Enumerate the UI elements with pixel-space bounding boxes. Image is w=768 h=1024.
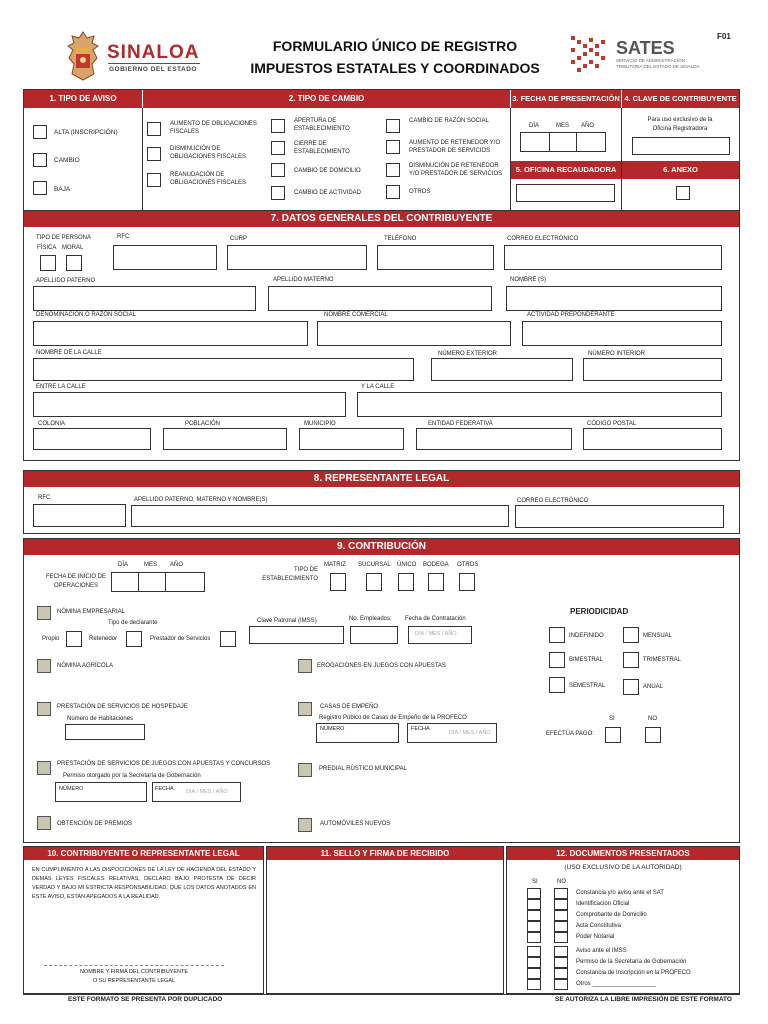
nombres-label: NOMBRE (S) — [510, 277, 546, 283]
doc-si-checkbox[interactable] — [527, 910, 541, 921]
mensual-label: MENSUAL — [643, 633, 673, 639]
fecha-inicio-mes[interactable] — [138, 572, 166, 592]
num-ext-label: NÚMERO EXTERIOR — [438, 351, 498, 357]
nombre-comercial-input[interactable] — [317, 321, 511, 346]
premios-label: OBTENCIÓN DE PREMIOS — [57, 821, 133, 827]
num-int-input[interactable] — [583, 358, 722, 381]
erogaciones-label: EROGACIONES EN JUEGOS CON APUESTAS — [317, 663, 446, 669]
sucursal-label: SUCURSAL — [358, 562, 391, 568]
curp-label: CURP — [230, 236, 248, 242]
doc-no-checkbox[interactable] — [554, 899, 568, 910]
num-int-label: NÚMERO INTERIOR — [588, 351, 645, 357]
predial-checkbox[interactable] — [298, 763, 312, 777]
doc-label: Constancia y/o aviso ante el SAT — [576, 890, 664, 896]
cambio-razon-label: CAMBIO DE RAZÓN SOCIAL — [409, 118, 490, 124]
predial-label: PREDIAL RÚSTICO MUNICIPAL — [319, 766, 408, 772]
fecha-inicio-label: FECHA DE INICIO DE OPERACIONES — [45, 574, 106, 589]
fecha-contratacion-placeholder: DÍA / MES / AÑO — [415, 631, 457, 637]
cp-input[interactable] — [583, 428, 722, 450]
disminucion-retenedor-checkbox[interactable] — [386, 163, 400, 177]
trimestral-checkbox[interactable] — [623, 652, 639, 668]
doc-no-checkbox[interactable] — [554, 957, 568, 968]
mensual-checkbox[interactable] — [623, 627, 639, 643]
permiso-gob-label: Permiso otorgado por la Secretaría de Gobernación — [63, 773, 201, 779]
colonia-input[interactable] — [33, 428, 151, 450]
footer-right: SE AUTORIZA LA LIBRE IMPRESIÓN DE ESTE FORMATO — [555, 996, 732, 1003]
doc-no-checkbox[interactable] — [554, 910, 568, 921]
profeco-fecha-placeholder: DÍA / MES / AÑO — [449, 730, 491, 736]
semestral-checkbox[interactable] — [549, 677, 565, 693]
doc-label: Comprobante de Domicilio — [576, 912, 647, 918]
entre-calle-input[interactable] — [33, 392, 346, 417]
unico-label: ÚNICO — [397, 562, 417, 568]
sates-dots-icon — [567, 32, 611, 76]
indefinido-checkbox[interactable] — [549, 627, 565, 643]
section-6-header: 6. ANEXO — [622, 161, 739, 179]
section-9-header: 9. CONTRIBUCIÓN — [24, 539, 739, 555]
otros-cambio-checkbox[interactable] — [386, 185, 400, 199]
footer-left: ESTE FORMATO SE PRESENTA POR DUPLICADO — [68, 996, 223, 1003]
s3-ano-label: AÑO — [581, 123, 595, 129]
doc-si-checkbox[interactable] — [527, 968, 541, 979]
doc-label: Poder Notarial — [576, 934, 615, 940]
section-10-header: 10. CONTRIBUYENTE O REPRESENTANTE LEGAL — [24, 847, 263, 860]
cp-label: CÓDIGO POSTAL — [587, 421, 637, 427]
otros-estab-checkbox[interactable] — [459, 573, 475, 591]
section-5-header: 5. OFICINA RECAUDADORA — [511, 161, 621, 179]
tipo-persona-label: TIPO DE PERSONA — [36, 235, 92, 241]
doc-si-checkbox[interactable] — [527, 979, 541, 990]
autos-label: AUTOMÓVILES NUEVOS — [320, 821, 391, 827]
bodega-label: BODEGA — [423, 562, 449, 568]
casas-empeno-checkbox[interactable] — [298, 702, 312, 716]
fecha-inicio-ano[interactable] — [165, 572, 205, 592]
fecha-contratacion-label: Fecha de Contratación — [405, 616, 466, 622]
apellido-paterno-input[interactable] — [33, 286, 256, 311]
actividad-label: ACTIVIDAD PREPONDERANTE — [527, 312, 615, 318]
unico-checkbox[interactable] — [398, 573, 414, 591]
aumento-retenedor-checkbox[interactable] — [386, 140, 400, 154]
doc-label: Permiso de la Secretaría de Gobernación — [576, 959, 687, 965]
fecha-presentacion-dia[interactable] — [520, 132, 550, 152]
s9-ano-label: AÑO — [170, 562, 184, 568]
no-empleados-label: No. Empleados: — [349, 616, 392, 622]
pago-no-checkbox[interactable] — [645, 727, 661, 743]
disminucion-retenedor-label: DISMINUCIÓN DE RETENEDOR Y/O PRESTADOR DE SERVICIOS — [409, 163, 503, 177]
anexo-checkbox[interactable] — [676, 186, 690, 200]
s3-dia-label: DÍA — [529, 123, 540, 129]
rep-nombre-input[interactable] — [131, 505, 509, 527]
doc-label: Otros ___________________ — [576, 981, 656, 987]
prestador-label: Prestador de Servicios — [150, 636, 211, 642]
section-7-header: 7. DATOS GENERALES DEL CONTRIBUYENTE — [24, 211, 739, 227]
s9-mes-label: MES — [144, 562, 158, 568]
rep-rfc-label: RFC — [38, 495, 51, 501]
rep-nombre-label: APELLIDO PATERNO, MATERNO Y NOMBRE(S) — [134, 497, 268, 503]
section-11-header: 11. SELLO Y FIRMA DE RECIBIDO — [267, 847, 503, 860]
efectua-pago-label: EFECTÚA PAGO: — [546, 731, 594, 737]
firma-line2: O SU REPRESENTANTE LEGAL — [92, 978, 176, 984]
aviso-cambio-label: CAMBIO — [54, 157, 80, 164]
clave-patronal-label: Clave Patronal (IMSS) — [257, 618, 317, 624]
doc-no-checkbox[interactable] — [554, 921, 568, 932]
entidad-input[interactable] — [416, 428, 572, 450]
num-ext-input[interactable] — [431, 358, 573, 381]
razon-social-input[interactable] — [33, 321, 308, 346]
municipio-label: MUNICIPIO — [304, 421, 336, 427]
doc-si-checkbox[interactable] — [527, 957, 541, 968]
profeco-numero-label: NÚMERO — [320, 726, 345, 732]
matriz-label: MATRIZ — [324, 562, 346, 568]
trimestral-label: TRIMESTRAL — [643, 657, 682, 663]
cierre-checkbox[interactable] — [271, 141, 285, 155]
permiso-fecha-label: FECHA — [155, 786, 174, 792]
clave-patronal-input[interactable] — [249, 626, 344, 644]
matriz-checkbox[interactable] — [330, 573, 346, 591]
sello-area — [268, 861, 502, 992]
anual-label: ANUAL — [643, 684, 664, 690]
clave-note: Para uso exclusivo de la Oficina Registradora — [647, 117, 713, 132]
y-calle-input[interactable] — [357, 392, 722, 417]
moral-label: MORAL — [62, 245, 84, 251]
form-code: F01 — [717, 32, 731, 41]
sates-sub1: SERVICIO DE ADMINISTRACIÓN — [616, 58, 685, 63]
rep-correo-label: CORREO ELECTRÓNICO — [517, 498, 589, 504]
doc-label: Identificación Oficial — [576, 901, 630, 907]
cambio-domicilio-label: CAMBIO DE DOMICILIO — [294, 168, 361, 174]
y-calle-label: Y LA CALLE — [361, 384, 395, 390]
anual-checkbox[interactable] — [623, 679, 639, 695]
s3-mes-label: MES — [556, 123, 570, 129]
propio-checkbox[interactable] — [66, 631, 82, 647]
tipo-estab-label: TIPO DE ESTABLECIMIENTO — [262, 567, 318, 582]
permiso-fecha-placeholder: DÍA / MES / AÑO — [186, 789, 228, 795]
cambio-razon-checkbox[interactable] — [386, 119, 400, 133]
disminucion-obligaciones-checkbox[interactable] — [147, 147, 161, 161]
otros-estab-label: OTROS — [457, 562, 479, 568]
nomina-empresarial-checkbox[interactable] — [37, 606, 51, 620]
form-title-line1: FORMULARIO ÚNICO DE REGISTRO — [272, 38, 518, 54]
rfc-input[interactable] — [113, 245, 217, 270]
doc-no-checkbox[interactable] — [554, 979, 568, 990]
calle-input[interactable] — [33, 358, 414, 381]
pago-si-label: SI — [609, 716, 615, 722]
reanudacion-obligaciones-checkbox[interactable] — [147, 173, 161, 187]
nomina-agricola-label: NÓMINA AGRÍCOLA — [57, 663, 114, 669]
no-empleados-input[interactable] — [350, 626, 398, 644]
telefono-label: TELÉFONO — [384, 236, 417, 242]
fisica-label: FÍSICA — [37, 245, 57, 251]
declaracion-text: EN CUMPLIMIENTO A LAS DISPOCICIONES DE LA LEY DE HACIENDA DEL ESTADO Y DEMÁS LEYES FISCALES RELATIVAS, DECLARO BAJO PROTESTA DE DECIR VERDAD Y BAJO MI ESTRICTA RESPONSABILIDAD, QUE LOS DATOS ANOTADOS EN ESTE AVISO, ESTAN APEGADOS A LA REALIDAD. — [32, 867, 256, 900]
sates-name: SATES — [616, 38, 675, 58]
calle-label: NOMBRE DE LA CALLE — [36, 350, 102, 356]
retenedor-checkbox[interactable] — [126, 631, 142, 647]
registro-profeco-label: Registro Púbico de Casas de Empeño de la PROFECO — [319, 715, 467, 721]
hospedaje-label: PRESTACIÓN DE SERVICIOS DE HOSPEDAJE — [57, 704, 188, 710]
indefinido-label: INDEFINIDO — [569, 633, 604, 639]
sates-sub2: TRIBUTARIA DEL ESTADO DE SINALOA — [616, 64, 700, 69]
autos-checkbox[interactable] — [298, 818, 312, 832]
semestral-label: SEMESTRAL — [569, 683, 606, 689]
doc-no-checkbox[interactable] — [554, 932, 568, 943]
cierre-label: CIERRE DE ESTABLECIMIENTO — [294, 141, 350, 155]
colonia-label: COLONIA — [38, 421, 66, 427]
aviso-alta-label: ALTA (INSCRIPCIÓN) — [54, 129, 118, 136]
num-habitaciones-label: Número de Habitaciones — [67, 716, 134, 722]
curp-input[interactable] — [227, 245, 367, 270]
rep-rfc-input[interactable] — [33, 504, 126, 527]
section-12-header: 12. DOCUMENTOS PRESENTADOS — [507, 847, 739, 860]
oficina-recaudadora-input[interactable] — [516, 184, 615, 202]
cambio-actividad-checkbox[interactable] — [271, 186, 285, 200]
periodicidad-title: PERIODICIDAD — [570, 607, 629, 616]
doc-label: Constancia de Inscripción en la PROFECO — [576, 970, 691, 976]
sinaloa-shield-icon — [64, 30, 102, 82]
aumento-obligaciones-label: AUMENTO DE OBLIGACIONES FISCALES — [170, 121, 257, 135]
section-4-header: 4. CLAVE DE CONTRIBUYENTE — [622, 90, 739, 108]
sinaloa-sub: GOBIERNO DEL ESTADO — [109, 66, 197, 73]
section-3-header: 3. FECHA DE PRESENTACIÓN — [511, 90, 621, 108]
sinaloa-name: SINALOA — [107, 42, 200, 63]
bimestral-checkbox[interactable] — [549, 652, 565, 668]
entre-calle-label: ENTRE LA CALLE — [36, 384, 86, 390]
otros-cambio-label: OTROS — [409, 189, 431, 195]
section-1-header: 1. TIPO DE AVISO — [24, 90, 142, 108]
pago-si-checkbox[interactable] — [605, 727, 621, 743]
tipo-declarante-label: Tipo de declarante — [108, 620, 158, 626]
nombre-comercial-label: NOMBRE COMERCIAL — [324, 312, 388, 318]
apertura-label: APERTURA DE ESTABLECIMIENTO — [294, 118, 350, 132]
casas-empeno-label: CASAS DE EMPEÑO — [320, 704, 379, 710]
doc-si-checkbox[interactable] — [527, 932, 541, 943]
persona-moral-checkbox[interactable] — [66, 255, 82, 271]
juegos-checkbox[interactable] — [37, 761, 51, 775]
doc-no-checkbox[interactable] — [554, 968, 568, 979]
nombres-input[interactable] — [506, 286, 722, 311]
persona-fisica-checkbox[interactable] — [40, 255, 56, 271]
municipio-input[interactable] — [299, 428, 404, 450]
form-title-line2: IMPUESTOS ESTATALES Y COORDINADOS — [250, 60, 540, 76]
documentos-note: (USO EXCLUSIVO DE LA AUTORIDAD) — [564, 864, 682, 871]
propio-label: Propio — [42, 636, 60, 642]
rfc-label: RFC — [117, 234, 130, 240]
doc-no-checkbox[interactable] — [554, 946, 568, 957]
premios-checkbox[interactable] — [37, 816, 51, 830]
apertura-checkbox[interactable] — [271, 119, 285, 133]
prestador-checkbox[interactable] — [220, 631, 236, 647]
cambio-actividad-label: CAMBIO DE ACTIVIDAD — [294, 190, 362, 196]
telefono-input[interactable] — [377, 245, 494, 270]
rep-correo-input[interactable] — [515, 505, 724, 528]
retenedor-label: Retenedor — [89, 636, 118, 642]
apellido-paterno-label: APELLIDO PATERNO — [36, 278, 96, 284]
sucursal-checkbox[interactable] — [366, 573, 382, 591]
hospedaje-checkbox[interactable] — [37, 702, 51, 716]
apellido-materno-label: APELLIDO MATERNO — [273, 277, 334, 283]
docs-no-label: NO — [557, 879, 566, 885]
firma-line1: NOMBRE Y FIRMA DEL CONTRIBUYENTE — [79, 969, 189, 975]
apellido-materno-input[interactable] — [268, 286, 492, 311]
actividad-input[interactable] — [522, 321, 722, 346]
fecha-presentacion-mes[interactable] — [549, 132, 577, 152]
juegos-label: PRESTACIÓN DE SERVICIOS DE JUEGOS CON APUESTAS Y CONCURSOS — [57, 761, 271, 767]
disminucion-obligaciones-label: DISMINUCIÓN DE OBLIGACIONES FISCALES — [170, 146, 247, 160]
s9-dia-label: DÍA — [118, 562, 129, 568]
doc-label: Acta Constitutiva — [576, 923, 622, 929]
permiso-numero-label: NÚMERO — [59, 786, 84, 792]
docs-si-label: SI — [532, 879, 538, 885]
profeco-fecha-label: FECHA — [411, 726, 430, 732]
poblacion-input[interactable] — [163, 428, 287, 450]
fecha-inicio-dia[interactable] — [111, 572, 139, 592]
aviso-baja-label: BAJA — [54, 186, 71, 193]
nomina-empresarial-label: NÓMINA EMPRESARIAL — [57, 609, 126, 615]
bimestral-label: BIMESTRAL — [569, 657, 604, 663]
cambio-domicilio-checkbox[interactable] — [271, 163, 285, 177]
clave-contribuyente-input[interactable] — [632, 137, 730, 155]
aumento-obligaciones-checkbox[interactable] — [147, 122, 161, 136]
poblacion-label: POBLACIÓN — [185, 421, 221, 427]
doc-si-checkbox[interactable] — [527, 921, 541, 932]
doc-label: Aviso ante el IMSS — [576, 948, 627, 954]
section-8-header: 8. REPRESENTANTE LEGAL — [24, 471, 739, 487]
section-2-header: 2. TIPO DE CAMBIO — [143, 90, 510, 108]
pago-no-label: NO — [648, 716, 657, 722]
aumento-retenedor-label: AUMENTO DE RETENEDOR Y/O PRESTADOR DE SERVICIOS — [409, 140, 501, 154]
entidad-label: ENTIDAD FEDERATIVA — [428, 421, 493, 427]
doc-si-checkbox[interactable] — [527, 946, 541, 957]
doc-no-checkbox[interactable] — [554, 888, 568, 899]
correo-input[interactable] — [504, 245, 722, 270]
razon-social-label: DENOMINACIÓN O RAZÓN SOCIAL — [36, 312, 137, 318]
aviso-cambio-checkbox[interactable] — [33, 153, 47, 167]
nomina-agricola-checkbox[interactable] — [37, 659, 51, 673]
doc-si-checkbox[interactable] — [527, 899, 541, 910]
fecha-presentacion-ano[interactable] — [576, 132, 606, 152]
bodega-checkbox[interactable] — [428, 573, 444, 591]
reanudacion-obligaciones-label: REANUDACIÓN DE OBLIGACIONES FISCALES — [170, 172, 247, 186]
erogaciones-checkbox[interactable] — [298, 659, 312, 673]
aviso-baja-checkbox[interactable] — [33, 181, 47, 195]
doc-si-checkbox[interactable] — [527, 888, 541, 899]
num-habitaciones-input[interactable] — [65, 724, 145, 740]
correo-label: CORREO ELECTRÓNICO — [507, 236, 579, 242]
aviso-alta-checkbox[interactable] — [33, 125, 47, 139]
